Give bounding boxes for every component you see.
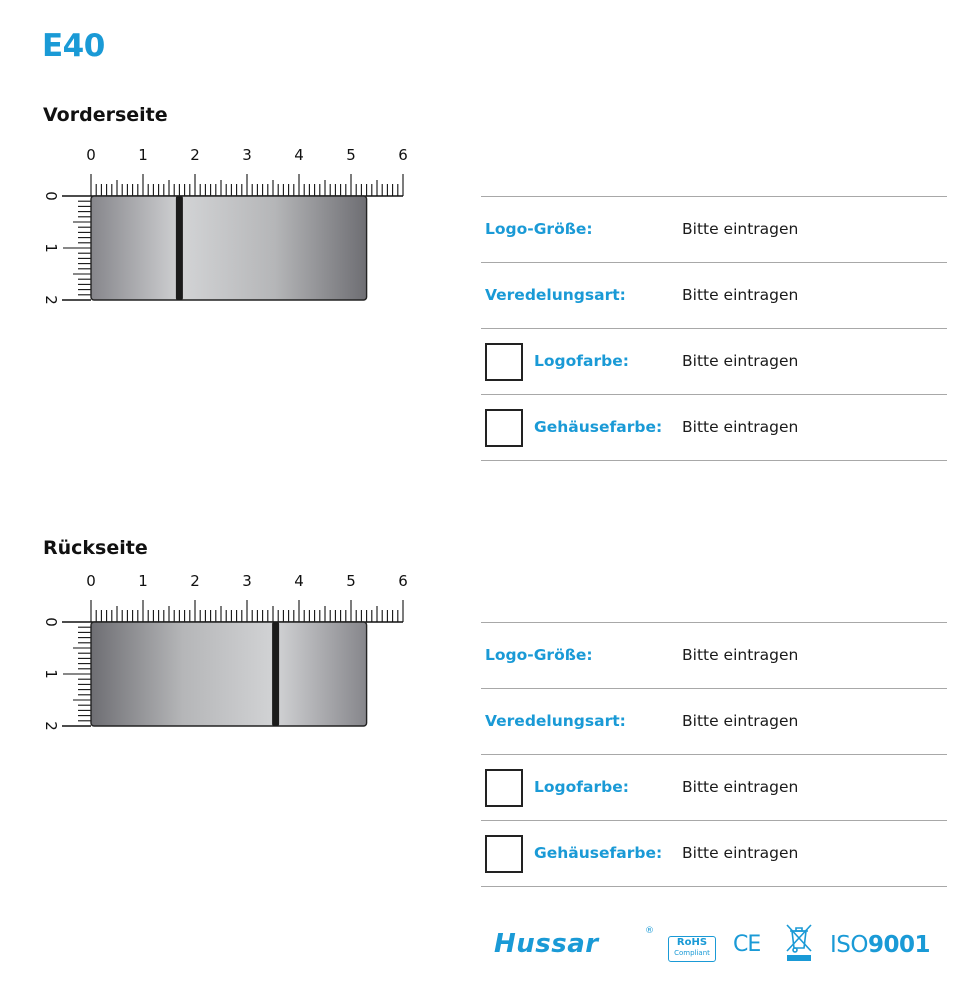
product-face — [91, 622, 367, 726]
field-row-case-color — [481, 394, 947, 461]
section-heading-back: Rückseite — [43, 537, 148, 559]
form-back — [481, 622, 947, 887]
page-title: E40 — [42, 28, 105, 64]
y-ruler-label: 0 — [42, 191, 60, 201]
ruler-svg — [40, 140, 420, 310]
x-ruler-label: 0 — [86, 146, 96, 164]
field-label: Veredelungsart: — [485, 712, 626, 730]
x-ruler-label: 5 — [346, 146, 356, 164]
field-value-input[interactable]: Bitte eintragen — [682, 712, 799, 730]
field-value-input[interactable]: Bitte eintragen — [682, 220, 799, 238]
ruler-diagram-front — [40, 140, 420, 310]
field-row-finishing-type — [481, 688, 947, 754]
x-ruler-label: 3 — [242, 572, 252, 590]
field-row-logo-color — [481, 328, 947, 394]
field-label: Logo-Größe: — [485, 646, 593, 664]
field-value-input[interactable]: Bitte eintragen — [682, 418, 799, 436]
field-label: Logo-Größe: — [485, 220, 593, 238]
field-value-input[interactable]: Bitte eintragen — [682, 352, 799, 370]
iso-prefix: ISO — [830, 932, 868, 958]
y-ruler-label: 1 — [42, 669, 60, 679]
y-ruler-label: 0 — [42, 617, 60, 627]
case-color-checkbox[interactable] — [485, 835, 523, 873]
x-ruler-label: 1 — [138, 572, 148, 590]
field-value-input[interactable]: Bitte eintragen — [682, 286, 799, 304]
field-label: Gehäusefarbe: — [534, 844, 663, 862]
field-row-case-color — [481, 820, 947, 887]
y-ruler-label: 2 — [42, 295, 60, 305]
x-ruler-label: 2 — [190, 572, 200, 590]
field-value-input[interactable]: Bitte eintragen — [682, 844, 799, 862]
logo-color-checkbox[interactable] — [485, 343, 523, 381]
position-marker — [272, 622, 279, 726]
field-value-input[interactable]: Bitte eintragen — [682, 646, 799, 664]
certification-logos — [490, 918, 940, 968]
field-row-finishing-type — [481, 262, 947, 328]
x-ruler-label: 5 — [346, 572, 356, 590]
rohs-badge — [668, 936, 716, 962]
x-ruler-label: 6 — [398, 572, 408, 590]
field-row-logo-color — [481, 754, 947, 820]
field-row-logo-size — [481, 622, 947, 688]
field-label: Logofarbe: — [534, 778, 629, 796]
y-ruler-label: 1 — [42, 243, 60, 253]
field-value-input[interactable]: Bitte eintragen — [682, 778, 799, 796]
form-front — [481, 196, 947, 461]
x-ruler-label: 3 — [242, 146, 252, 164]
ruler-svg — [40, 566, 420, 736]
registered-mark: ® — [645, 926, 654, 936]
case-color-checkbox[interactable] — [485, 409, 523, 447]
field-row-logo-size — [481, 196, 947, 262]
x-ruler-label: 0 — [86, 572, 96, 590]
x-ruler-label: 2 — [190, 146, 200, 164]
rohs-text: RoHS — [676, 937, 708, 948]
logo-color-checkbox[interactable] — [485, 769, 523, 807]
hussar-logo: Hussar — [494, 929, 599, 959]
section-heading-front: Vorderseite — [43, 104, 168, 126]
ce-mark: CE — [733, 932, 761, 957]
x-ruler-label: 1 — [138, 146, 148, 164]
product-face — [91, 196, 367, 300]
iso-9001-logo — [830, 932, 930, 958]
ruler-diagram-back — [40, 566, 420, 736]
crossed-bin-icon — [784, 921, 814, 967]
x-ruler-label: 4 — [294, 146, 304, 164]
y-ruler-label: 2 — [42, 721, 60, 731]
iso-number: 9001 — [868, 932, 931, 958]
field-label: Logofarbe: — [534, 352, 629, 370]
rohs-compliant-text: Compliant — [674, 949, 710, 957]
position-marker — [176, 196, 183, 300]
x-ruler-label: 6 — [398, 146, 408, 164]
x-ruler-label: 4 — [294, 572, 304, 590]
field-label: Gehäusefarbe: — [534, 418, 663, 436]
field-label: Veredelungsart: — [485, 286, 626, 304]
